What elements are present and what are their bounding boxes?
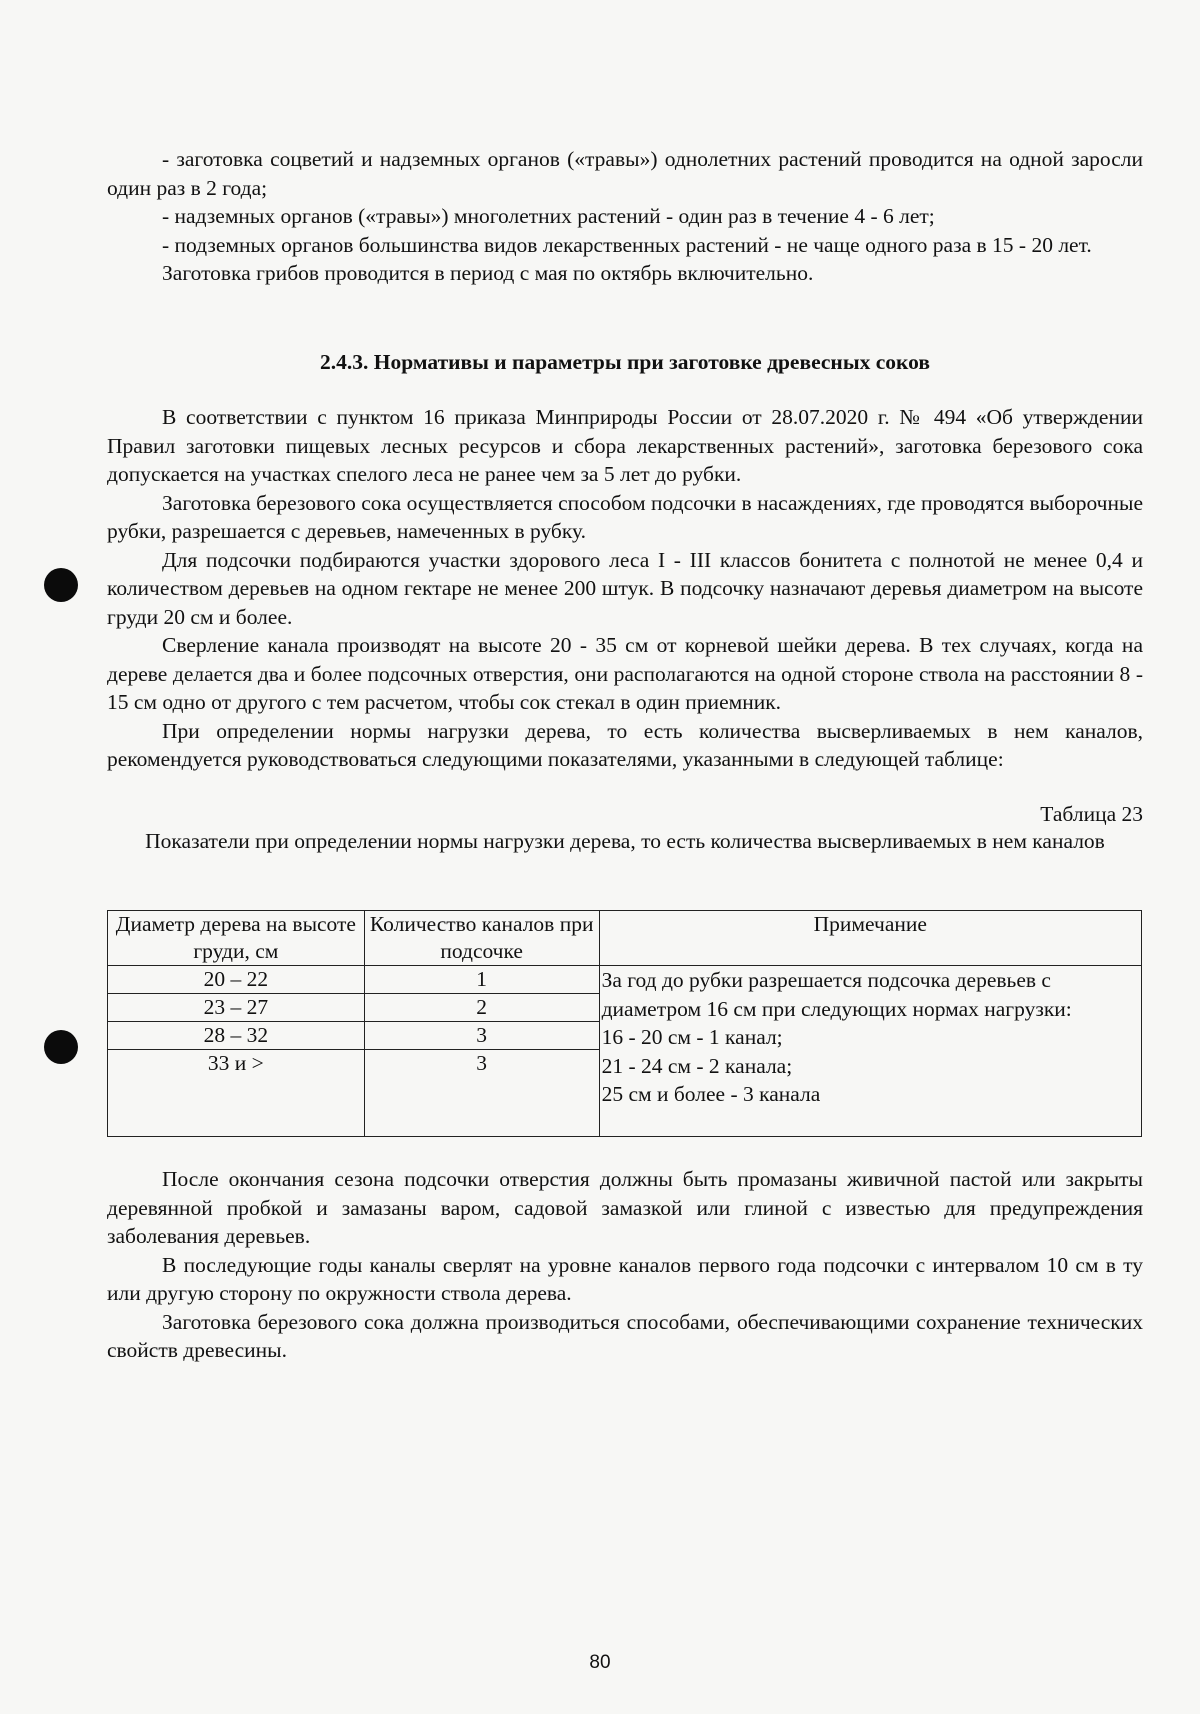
paragraph: - заготовка соцветий и надземных органов («травы») однолетних растений проводится на одной заросли один раз в 2 года; bbox=[107, 147, 1143, 200]
section-heading: 2.4.3. Нормативы и параметры при заготовке древесных соков bbox=[320, 350, 930, 374]
note-line: 16 - 20 см - 1 канал; bbox=[601, 1025, 783, 1049]
table-number: Таблица 23 bbox=[1040, 802, 1143, 826]
punch-hole-mark bbox=[44, 1030, 78, 1064]
table-row bbox=[108, 966, 1142, 994]
cell-note bbox=[599, 966, 1141, 1137]
paragraph: При определении нормы нагрузки дерева, то есть количества высверливаемых в нем каналов, рекомендуется руководствоваться следующими показателями, указанными в следующей таблице: bbox=[107, 718, 1143, 771]
note-line: 25 см и более - 3 канала bbox=[601, 1082, 821, 1106]
paragraph: Сверление канала производят на высоте 20 - 35 см от корневой шейки дерева. В тех случаях, когда на дереве делается два и более подсочных отверстия, они располагаются на одной стороне ствола на расстоянии 8 - 15 см одно от другого с тем расчетом, чтобы сок стекал в один приемник. bbox=[107, 633, 1143, 714]
paragraph: Для подсочки подбираются участки здорового леса I - III классов бонитета с полнотой не менее 0,4 и количеством деревьев на одном гектаре не менее 200 штук. В подсочку назначают деревья диаметром на высоте груди 20 см и более. bbox=[107, 547, 1143, 629]
page-number: 80 bbox=[589, 1652, 611, 1673]
paragraph: В соответствии с пунктом 16 приказа Минприроды России от 28.07.2020 г. № 494 «Об утверждении Правил заготовки пищевых лесных ресурсов и сбора лекарственных растений», заготовка березового сока допускается на участках спелого леса не ранее чем за 5 лет до рубки. bbox=[107, 405, 1143, 486]
header-channels: Количество каналов при подсочке bbox=[364, 911, 599, 966]
cell-diameter: 23 – 27 bbox=[108, 994, 365, 1022]
load-norms-table bbox=[107, 910, 1142, 1137]
paragraph: Заготовка грибов проводится в период с мая по октябрь включительно. bbox=[162, 261, 814, 285]
paragraph: Заготовка березового сока осуществляется способом подсочки в насаждениях, где проводятся выборочные рубки, разрешается с деревьев, намеченных в рубку. bbox=[107, 490, 1143, 543]
cell-channels: 1 bbox=[364, 966, 599, 994]
paragraph: - надземных органов («травы») многолетних растений - один раз в течение 4 - 6 лет; bbox=[162, 204, 935, 228]
cell-channels: 2 bbox=[364, 994, 599, 1022]
cell-diameter: 28 – 32 bbox=[108, 1022, 365, 1050]
paragraph: - подземных органов большинства видов лекарственных растений - не чаще одного раза в 15 - 20 лет. bbox=[162, 232, 1092, 257]
table-caption: Показатели при определении нормы нагрузки дерева, то есть количества высверливаемых в нем каналов bbox=[145, 829, 1105, 853]
paragraph: После окончания сезона подсочки отверстия должны быть промазаны живичной пастой или закрыты деревянной пробкой и замазаны варом, садовой замазкой или глиной с известью для предупреждения заболевания деревьев. bbox=[107, 1167, 1143, 1248]
cell-diameter: 20 – 22 bbox=[108, 966, 365, 994]
mid-paragraphs bbox=[107, 403, 1143, 774]
bottom-paragraphs bbox=[107, 1165, 1143, 1365]
header-diameter: Диаметр дерева на высоте груди, см bbox=[108, 911, 365, 966]
note-line: 21 - 24 см - 2 канала; bbox=[601, 1053, 793, 1078]
cell-channels: 3 bbox=[364, 1050, 599, 1137]
table-header-row bbox=[108, 911, 1142, 966]
header-note: Примечание bbox=[599, 911, 1141, 966]
paragraph: В последующие годы каналы сверлят на уровне каналов первого года подсочки с интервалом 10 см в ту или другую сторону по окружности ствола дерева. bbox=[107, 1252, 1143, 1305]
paragraph: Заготовка березового сока должна производиться способами, обеспечивающими сохранение технических свойств древесины. bbox=[107, 1309, 1143, 1362]
punch-hole-mark bbox=[44, 568, 78, 602]
cell-diameter: 33 и > bbox=[108, 1050, 365, 1137]
cell-channels: 3 bbox=[364, 1022, 599, 1050]
top-paragraphs bbox=[107, 145, 1143, 288]
note-line: За год до рубки разрешается подсочка деревьев с диаметром 16 см при следующих нормах нагрузки: bbox=[601, 968, 1072, 1021]
